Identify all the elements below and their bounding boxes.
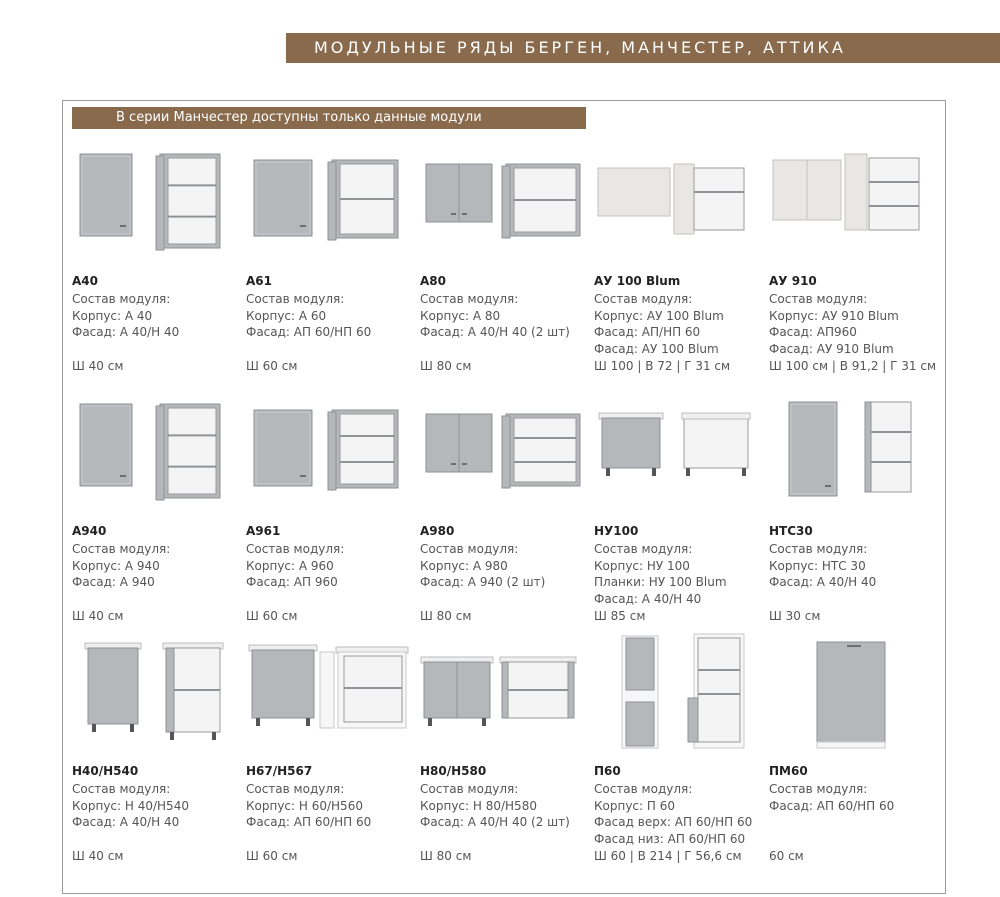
module-spec-line: Корпус: Н 40/Н540	[72, 798, 189, 813]
page-title: МОДУЛЬНЫЕ РЯДЫ БЕРГЕН, МАНЧЕСТЕР, АТТИКА	[314, 38, 846, 57]
module-name: А61	[246, 274, 272, 288]
module-spec-line: Фасад: А 40/Н 40 (2 шт)	[420, 815, 570, 830]
module-spec-line: Фасад: А 940 (2 шт)	[420, 575, 546, 590]
module-spec-line: Корпус: Н 60/Н560	[246, 798, 363, 813]
module-spec-line: Фасад: АП 60/НП 60	[246, 815, 372, 830]
module-spec-line: Состав модуля:	[594, 782, 693, 796]
module-spec-line: Состав модуля:	[594, 542, 693, 556]
module-spec-line: Фасад: А 40/Н 40	[72, 815, 180, 830]
module-name: ПМ60	[769, 764, 808, 778]
module-spec-line: Планки: НУ 100 Blum	[594, 575, 727, 590]
module-image	[769, 396, 941, 514]
module-dimensions: Ш 60 см	[246, 848, 298, 863]
module-spec-line: Корпус: НУ 100	[594, 558, 690, 573]
module-spec-line: Корпус: А 980	[420, 558, 508, 573]
module-spec-line: Фасад: А 40/Н 40 (2 шт)	[420, 325, 570, 340]
module-spec-line: Фасад верх: АП 60/НП 60	[594, 815, 753, 830]
module-dimensions: Ш 85 см	[594, 608, 646, 623]
module-image	[72, 146, 244, 264]
module-spec-line: Состав модуля:	[72, 292, 171, 306]
module-spec-line: Фасад: АП960	[769, 325, 857, 340]
module-image	[246, 640, 418, 758]
module-spec-line: Состав модуля:	[246, 542, 345, 556]
module-dimensions: Ш 40 см	[72, 848, 124, 863]
module-name: А940	[72, 524, 107, 538]
module-spec-line: Корпус: А 80	[420, 308, 501, 323]
module-dimensions: Ш 60 см	[246, 358, 298, 373]
module-spec-line: Корпус: НТС 30	[769, 558, 866, 573]
module-image	[246, 396, 418, 514]
page-title-banner	[286, 33, 1000, 63]
module-dimensions: 60 см	[769, 848, 804, 863]
module-dimensions: Ш 30 см	[769, 608, 821, 623]
module-spec-line: Корпус: Н 80/Н580	[420, 798, 537, 813]
module-spec-line: Состав модуля:	[72, 542, 171, 556]
module-name: АУ 910	[769, 274, 817, 288]
module-name: Н40/Н540	[72, 764, 139, 778]
module-name: Н80/Н580	[420, 764, 487, 778]
module-image	[594, 146, 766, 264]
module-spec-line: Фасад: АУ 100 Blum	[594, 342, 719, 357]
module-spec-line: Корпус: АУ 910 Blum	[769, 308, 899, 323]
module-spec-line: Фасад: АП 60/НП 60	[246, 325, 372, 340]
module-image	[420, 396, 592, 514]
series-note-banner	[72, 107, 586, 129]
module-spec-line: Фасад: АП/НП 60	[594, 325, 701, 340]
module-spec-line: Состав модуля:	[72, 782, 171, 796]
module-dimensions: Ш 40 см	[72, 608, 124, 623]
module-image	[769, 640, 941, 758]
series-note: В серии Манчестер доступны только данные модули	[116, 110, 482, 125]
module-image	[420, 640, 592, 758]
module-image	[594, 640, 766, 758]
module-spec-line: Фасад: АУ 910 Blum	[769, 342, 894, 357]
module-spec-line: Состав модуля:	[769, 542, 868, 556]
module-spec-line: Состав модуля:	[420, 782, 519, 796]
module-spec-line: Корпус: А 940	[72, 558, 160, 573]
module-dimensions: Ш 60 | В 214 | Г 56,6 см	[594, 848, 742, 863]
module-image	[246, 146, 418, 264]
module-name: НУ100	[594, 524, 639, 538]
module-name: П60	[594, 764, 621, 778]
module-image	[769, 146, 941, 264]
module-name: АУ 100 Blum	[594, 274, 681, 288]
module-spec-line: Состав модуля:	[246, 782, 345, 796]
module-spec-line: Состав модуля:	[246, 292, 345, 306]
module-spec-line: Фасад: А 40/Н 40	[594, 592, 702, 607]
module-name: А961	[246, 524, 281, 538]
module-spec-line: Фасад низ: АП 60/НП 60	[594, 832, 746, 847]
module-name: А980	[420, 524, 455, 538]
module-spec-line: Корпус: А 60	[246, 308, 327, 323]
module-dimensions: Ш 100 см | В 91,2 | Г 31 см	[769, 358, 936, 373]
module-spec-line: Фасад: АП 960	[246, 575, 338, 590]
module-spec-line: Фасад: АП 60/НП 60	[769, 798, 895, 813]
module-dimensions: Ш 80 см	[420, 608, 472, 623]
module-spec-line: Корпус: АУ 100 Blum	[594, 308, 724, 323]
module-spec-line: Состав модуля:	[420, 542, 519, 556]
module-spec-line: Фасад: А 40/Н 40	[769, 575, 877, 590]
module-spec-line: Состав модуля:	[769, 782, 868, 796]
module-dimensions: Ш 80 см	[420, 848, 472, 863]
module-name: А80	[420, 274, 446, 288]
module-spec-line: Состав модуля:	[769, 292, 868, 306]
module-spec-line: Корпус: П 60	[594, 798, 675, 813]
module-dimensions: Ш 60 см	[246, 608, 298, 623]
module-name: Н67/Н567	[246, 764, 313, 778]
module-spec-line: Корпус: А 960	[246, 558, 334, 573]
module-image	[420, 146, 592, 264]
module-image	[72, 396, 244, 514]
module-spec-line: Состав модуля:	[594, 292, 693, 306]
module-dimensions: Ш 80 см	[420, 358, 472, 373]
module-image	[594, 396, 766, 514]
module-spec-line: Состав модуля:	[420, 292, 519, 306]
module-image	[72, 640, 244, 758]
module-dimensions: Ш 40 см	[72, 358, 124, 373]
module-spec-line: Фасад: А 940	[72, 575, 155, 590]
module-spec-line: Фасад: А 40/Н 40	[72, 325, 180, 340]
module-name: НТС30	[769, 524, 813, 538]
module-name: А40	[72, 274, 98, 288]
module-spec-line: Корпус: А 40	[72, 308, 153, 323]
module-dimensions: Ш 100 | В 72 | Г 31 см	[594, 358, 731, 373]
